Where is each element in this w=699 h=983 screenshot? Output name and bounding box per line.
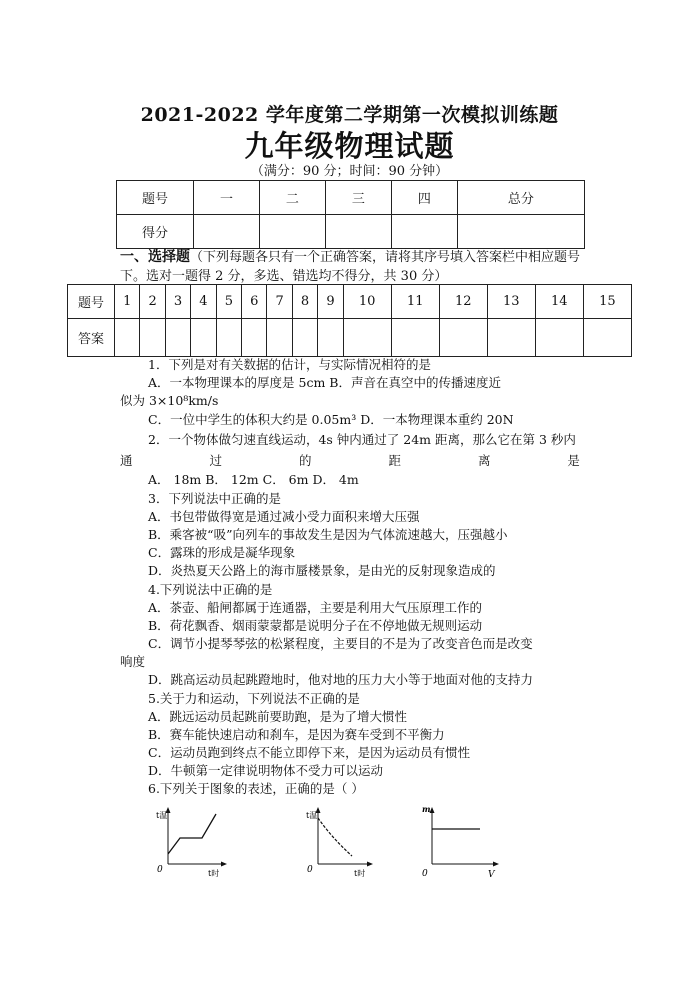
answer-row-label: 答案 [68, 319, 115, 357]
graph-2-x-label: t时 [354, 869, 366, 878]
answer-number-cell: 12 [439, 285, 487, 319]
graph-1-y-label: t温 [156, 811, 168, 820]
q5-option-d: D．牛顿第一定律说明物体不受力可以运动 [148, 763, 384, 778]
spread-word: 是 [567, 453, 580, 468]
answer-cell[interactable] [216, 319, 241, 357]
q1-options-ab: A．一本物理课本的厚度是 5cm B．声音在真空中的传播速度近 [148, 375, 501, 390]
spread-word: 距 [388, 453, 401, 468]
q5-stem: 5.关于力和运动，下列说法不正确的是 [148, 691, 360, 706]
score-header-cell: 总分 [457, 181, 584, 215]
answer-number-cell: 5 [216, 285, 241, 319]
spread-word: 过 [209, 453, 222, 468]
q5-option-c: C．运动员跑到终点不能立即停下来，是因为运动员有惯性 [148, 745, 471, 760]
answer-number-cell: 2 [140, 285, 165, 319]
exam-meta: （满分：90 分；时间：90 分钟） [250, 164, 449, 179]
q4-option-d: D．跳高运动员起跳蹬地时，他对地的压力大小等于地面对他的支持力 [148, 672, 534, 687]
answer-number-cell: 3 [165, 285, 190, 319]
score-cell[interactable] [325, 215, 391, 249]
q4-option-c: C．调节小提琴琴弦的松紧程度，主要目的不是为了改变音色而是改变 [148, 636, 533, 651]
graph-1 [150, 802, 230, 880]
score-cell[interactable] [194, 215, 260, 249]
graph-1-x-label: t时 [208, 869, 220, 878]
q6-stem: 6.下列关于图象的表述，正确的是（ ） [148, 781, 364, 796]
answer-cell[interactable] [535, 319, 583, 357]
answer-number-cell: 6 [242, 285, 267, 319]
score-cell[interactable] [391, 215, 457, 249]
spread-word: 通 [120, 453, 133, 468]
graph-3-origin: 0 [422, 869, 428, 879]
answer-cell[interactable] [318, 319, 343, 357]
q3-option-a: A．书包带做得宽是通过减小受力面积来增大压强 [148, 509, 420, 524]
spread-word: 离 [477, 453, 491, 468]
score-header-cell: 四 [391, 181, 457, 215]
section1-instruction: （下列每题各只有一个正确答案，请将其序号填入答案栏中相应题号下。选对一题得 2 分，多选、错选均不得分，共 30 分） [120, 250, 581, 284]
answer-cell[interactable] [242, 319, 267, 357]
answer-cell[interactable] [343, 319, 391, 357]
q4-option-a: A．茶壶、船闸都属于连通器，主要是利用大气压原理工作的 [148, 600, 483, 615]
answer-cell[interactable] [115, 319, 140, 357]
score-header-cell: 一 [194, 181, 260, 215]
answer-number-cell: 7 [267, 285, 292, 319]
score-table [116, 180, 585, 249]
q2-options: A． 18m B． 12m C． 6m D． 4m [148, 472, 359, 487]
q4-stem: 4.下列说法中正确的是 [148, 582, 273, 597]
q1-option-b-cont: 似为 3×10⁸km/s [120, 393, 219, 408]
exam-title-main: 九年级物理试题 [244, 129, 455, 163]
score-cell[interactable] [259, 215, 325, 249]
answer-cell[interactable] [267, 319, 292, 357]
answer-cell[interactable] [292, 319, 317, 357]
q3-option-b: B．乘客被“吸”向列车的事故发生是因为气体流速越大，压强越小 [148, 527, 508, 542]
answer-cell[interactable] [583, 319, 631, 357]
answer-cell[interactable] [191, 319, 216, 357]
score-row-label: 得分 [117, 215, 194, 249]
q3-option-c: C．露珠的形成是凝华现象 [148, 545, 296, 560]
section1-heading [120, 248, 580, 286]
answer-number-cell: 13 [487, 285, 535, 319]
q2-stem-cont [120, 451, 580, 469]
answer-cell[interactable] [165, 319, 190, 357]
q4-option-c-cont: 响度 [120, 654, 146, 669]
graph-2-origin: 0 [307, 865, 313, 875]
answer-number-cell: 8 [292, 285, 317, 319]
answer-cell[interactable] [391, 319, 439, 357]
answer-number-cell: 14 [535, 285, 583, 319]
spread-word: 的 [298, 453, 312, 468]
answer-row-label: 题号 [68, 285, 115, 319]
q5-option-b: B．赛车能快速启动和刹车，是因为赛车受到不平衡力 [148, 727, 445, 742]
graph-2 [300, 802, 380, 880]
answer-table [67, 284, 632, 357]
q1-options-cd: C．一位中学生的体积大约是 0.05m³ D．一本物理课本重约 20N [148, 412, 514, 427]
answer-number-cell: 9 [318, 285, 343, 319]
q1-stem: 1．下列是对有关数据的估计，与实际情况相符的是 [148, 357, 431, 372]
answer-cell[interactable] [439, 319, 487, 357]
answer-number-cell: 15 [583, 285, 631, 319]
answer-number-cell: 10 [343, 285, 391, 319]
q5-option-a: A．跳远运动员起跳前要助跑，是为了增大惯性 [148, 709, 408, 724]
answer-number-cell: 1 [115, 285, 140, 319]
score-header-cell: 三 [325, 181, 391, 215]
graph-1-origin: 0 [157, 865, 163, 875]
graph-3-y-label: m [422, 804, 431, 814]
score-header-cell: 二 [259, 181, 325, 215]
q4-option-b: B．荷花飘香、烟雨蒙蒙都是说明分子在不停地做无规则运动 [148, 618, 483, 633]
graph-3 [416, 800, 506, 880]
q2-stem: 2．一个物体做匀速直线运动，4s 钟内通过了 24m 距离，那么它在第 3 秒内 [148, 432, 576, 447]
answer-cell[interactable] [140, 319, 165, 357]
answer-number-cell: 4 [191, 285, 216, 319]
q3-option-d: D．炎热夏天公路上的海市蜃楼景象，是由光的反射现象造成的 [148, 563, 496, 578]
q3-stem: 3．下列说法中正确的是 [148, 491, 281, 506]
answer-number-cell: 11 [391, 285, 439, 319]
graph-2-y-label: t温 [306, 811, 318, 820]
score-header-cell: 题号 [117, 181, 194, 215]
section1-title: 一、选择题 [120, 249, 190, 265]
exam-title-line1: 2021-2022 学年度第二学期第一次模拟训练题 [140, 104, 559, 126]
graph-3-x-label: V [488, 870, 495, 880]
answer-cell[interactable] [487, 319, 535, 357]
score-cell[interactable] [457, 215, 584, 249]
